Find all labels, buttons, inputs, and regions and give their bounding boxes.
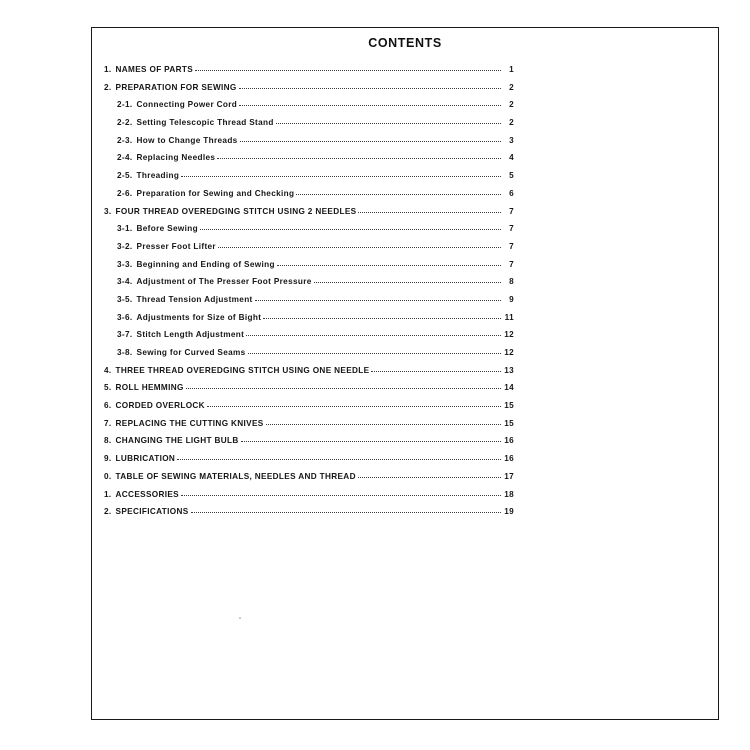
toc-entry <box>104 153 514 171</box>
dot-leader <box>314 282 501 283</box>
toc-entry-label: ACCESSORIES <box>115 489 179 499</box>
toc-entry-label: TABLE OF SEWING MATERIALS, NEEDLES AND THREAD <box>115 471 356 481</box>
toc-entry <box>104 383 514 401</box>
dot-leader <box>241 441 501 442</box>
toc-entry <box>104 118 514 136</box>
toc-entry-page: 2 <box>509 82 514 92</box>
toc-entry <box>104 277 514 295</box>
document-page <box>91 27 719 720</box>
toc-entry-number: 2-5. <box>117 171 133 181</box>
dot-leader <box>277 265 501 266</box>
toc-entry-page: 8 <box>509 277 514 287</box>
toc-entry <box>104 295 514 313</box>
toc-entry <box>104 507 514 525</box>
toc-entry <box>104 348 514 366</box>
toc-entry-page: 7 <box>509 259 514 269</box>
toc-entry-page: 11 <box>504 312 514 322</box>
toc-entry-number: 3. <box>104 206 112 216</box>
toc-entry <box>104 472 514 490</box>
toc-entry-number: 2-2. <box>117 118 133 128</box>
toc-entry-label: Thread Tension Adjustment <box>136 294 253 304</box>
toc-entry-page: 7 <box>509 206 514 216</box>
toc-entry-label: LUBRICATION <box>115 454 176 464</box>
toc-entry-page: 7 <box>509 224 514 234</box>
dot-leader <box>240 141 501 142</box>
dot-leader <box>239 88 501 89</box>
toc-entry-label: Threading <box>136 171 180 181</box>
dot-leader <box>263 318 501 319</box>
toc-entry-number: 5. <box>104 383 112 393</box>
toc-entry-label: ROLL HEMMING <box>115 383 184 393</box>
dot-leader <box>266 424 501 425</box>
toc-entry-number: 3-8. <box>117 348 133 357</box>
dot-leader <box>200 229 501 230</box>
toc-entry-label: Preparation for Sewing and Checking <box>136 188 295 198</box>
toc-entry-page: 7 <box>509 241 514 251</box>
dot-leader <box>177 459 501 460</box>
toc-entry-number: 3-3. <box>117 259 133 269</box>
toc-entry-page: 16 <box>504 436 514 446</box>
toc-entry-page: 18 <box>504 489 514 499</box>
toc-entry <box>104 366 514 384</box>
toc-entry <box>104 171 514 189</box>
toc-entry <box>104 419 514 437</box>
toc-entry-label: REPLACING THE CUTTING KNIVES <box>115 418 264 428</box>
dot-leader <box>195 70 501 71</box>
toc-entry-number: 3-7. <box>117 330 133 340</box>
toc-entry <box>104 207 514 225</box>
toc-entry-page: 19 <box>504 507 514 517</box>
dot-leader <box>181 176 501 177</box>
toc-entry-page: 4 <box>509 153 514 163</box>
toc-entry-page: 12 <box>504 330 514 340</box>
toc-entry <box>104 490 514 508</box>
toc-entry-label: CORDED OVERLOCK <box>115 401 205 411</box>
dot-leader <box>276 123 501 124</box>
dot-leader <box>218 247 501 248</box>
toc-entry-label: Replacing Needles <box>136 153 216 163</box>
toc-entry <box>104 454 514 472</box>
toc-entry <box>104 436 514 454</box>
dot-leader <box>358 212 501 213</box>
toc-entry-number: 2-6. <box>117 188 133 198</box>
toc-entry-number: 1. <box>104 489 112 499</box>
toc-entry-number: 3-1. <box>117 224 133 234</box>
toc-entry-number: 0. <box>104 471 112 481</box>
toc-entry-page: 3 <box>509 135 514 145</box>
toc-entry-label: Stitch Length Adjustment <box>136 330 245 340</box>
toc-entry <box>104 100 514 118</box>
page-title: CONTENTS <box>368 36 442 50</box>
toc-entry <box>104 242 514 260</box>
toc-entry-number: 2. <box>104 82 112 92</box>
dot-leader <box>217 158 501 159</box>
table-of-contents <box>104 65 514 525</box>
scan-speck <box>239 617 241 619</box>
toc-entry-page: 15 <box>504 401 514 411</box>
toc-entry-page: 15 <box>504 418 514 428</box>
dot-leader <box>358 477 501 478</box>
toc-entry-label: Presser Foot Lifter <box>136 241 216 251</box>
toc-entry-label: THREE THREAD OVEREDGING STITCH USING ONE NEEDLE <box>115 365 370 375</box>
dot-leader <box>207 406 501 407</box>
toc-entry <box>104 189 514 207</box>
toc-entry-number: 2-4. <box>117 153 133 163</box>
toc-entry <box>104 313 514 331</box>
toc-entry-number: 8. <box>104 436 112 446</box>
dot-leader <box>246 335 501 336</box>
toc-entry <box>104 401 514 419</box>
toc-entry <box>104 83 514 101</box>
toc-entry-number: 9. <box>104 454 112 464</box>
toc-entry-number: 3-4. <box>117 277 133 287</box>
toc-entry-label: Adjustments for Size of Bight <box>136 312 262 322</box>
toc-entry-label: Connecting Power Cord <box>136 100 238 110</box>
dot-leader <box>239 105 501 106</box>
toc-entry <box>104 260 514 278</box>
toc-entry-page: 9 <box>509 294 514 304</box>
toc-entry-page: 16 <box>504 454 514 464</box>
toc-entry <box>104 224 514 242</box>
toc-entry <box>104 330 514 348</box>
toc-entry <box>104 65 514 83</box>
toc-entry-number: 3-5. <box>117 294 133 304</box>
toc-entry-page: 6 <box>509 188 514 198</box>
dot-leader <box>255 300 501 301</box>
toc-entry-number: 2-3. <box>117 135 133 145</box>
dot-leader <box>181 495 501 496</box>
toc-entry-page: 1 <box>509 65 514 74</box>
dot-leader <box>191 512 501 513</box>
toc-entry-page: 14 <box>504 383 514 393</box>
toc-entry-page: 5 <box>509 171 514 181</box>
toc-entry-label: Adjustment of The Presser Foot Pressure <box>136 277 312 287</box>
toc-entry-page: 12 <box>504 348 514 357</box>
toc-entry-number: 4. <box>104 365 112 375</box>
toc-entry-number: 3-6. <box>117 312 133 322</box>
toc-entry-label: Beginning and Ending of Sewing <box>136 259 275 269</box>
toc-entry-label: SPECIFICATIONS <box>115 507 189 517</box>
toc-entry-number: 3-2. <box>117 241 133 251</box>
toc-entry-label: Before Sewing <box>136 224 198 234</box>
dot-leader <box>186 388 501 389</box>
toc-entry-label: PREPARATION FOR SEWING <box>115 82 237 92</box>
toc-entry-number: 6. <box>104 401 112 411</box>
toc-entry-label: How to Change Threads <box>136 135 238 145</box>
dot-leader <box>371 371 501 372</box>
toc-entry <box>104 136 514 154</box>
toc-entry-label: Setting Telescopic Thread Stand <box>136 118 274 128</box>
toc-entry-number: 2-1. <box>117 100 133 110</box>
toc-entry-number: 7. <box>104 418 112 428</box>
toc-entry-page: 13 <box>504 365 514 375</box>
dot-leader <box>248 353 501 354</box>
toc-entry-page: 2 <box>509 100 514 110</box>
toc-entry-label: FOUR THREAD OVEREDGING STITCH USING 2 NEEDLES <box>115 206 357 216</box>
dot-leader <box>296 194 501 195</box>
toc-entry-page: 2 <box>509 118 514 128</box>
toc-entry-number: 2. <box>104 507 112 517</box>
toc-entry-number: 1. <box>104 65 112 74</box>
toc-entry-page: 17 <box>504 471 514 481</box>
toc-entry-label: Sewing for Curved Seams <box>136 348 246 357</box>
toc-entry-label: NAMES OF PARTS <box>115 65 194 74</box>
toc-entry-label: CHANGING THE LIGHT BULB <box>115 436 239 446</box>
